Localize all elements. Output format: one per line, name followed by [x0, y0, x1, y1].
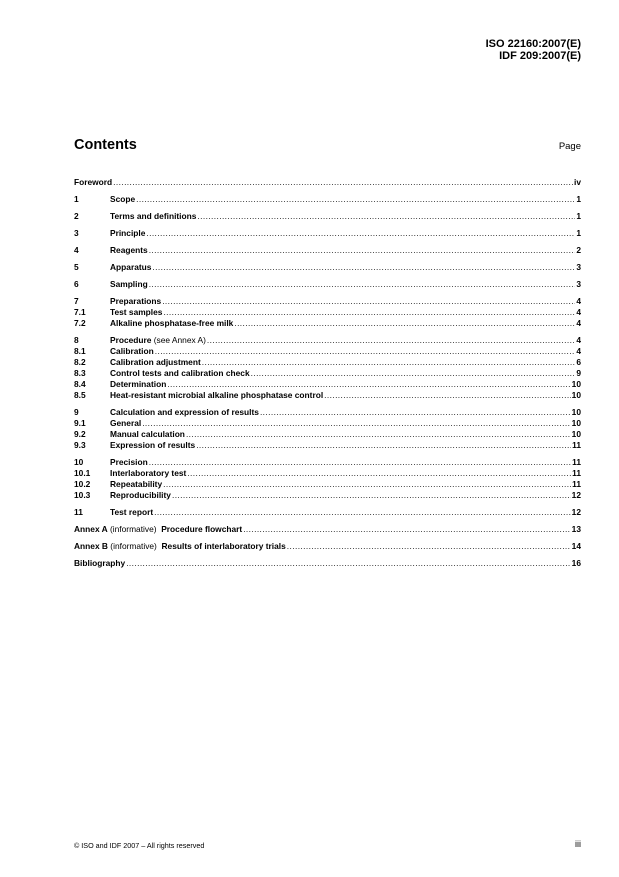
toc-entry-title-text: Manual calculation [110, 429, 185, 439]
toc-entry-page: iv [574, 177, 581, 187]
toc-entry-title [74, 524, 242, 535]
toc-entry[interactable] [74, 429, 581, 440]
toc-entry-title-text: Precision [110, 457, 148, 467]
toc-entry-number: 7.1 [74, 307, 86, 317]
toc-entry-page: 1 [576, 211, 581, 221]
toc-leader-dots [207, 335, 575, 346]
toc-leader-dots [243, 524, 570, 535]
toc-entry-title-text: Apparatus [110, 262, 152, 272]
toc-entry-page: 10 [571, 429, 581, 439]
toc-entry[interactable] [74, 346, 581, 357]
toc-leader-dots [162, 296, 575, 307]
toc-entry-number: 9.1 [74, 418, 86, 428]
toc-entry-number: 6 [74, 279, 79, 289]
toc-leader-dots [113, 177, 573, 188]
toc-entry-title-text: Annex A [74, 524, 108, 534]
page-column-label: Page [558, 141, 581, 152]
toc-entry-title-text: Reproducibility [110, 490, 171, 500]
toc-entry-page: 2 [576, 245, 581, 255]
toc-entry-title [110, 479, 162, 490]
toc-leader-dots [142, 418, 570, 429]
toc-entry-page: 11 [572, 468, 581, 478]
toc-entry[interactable] [74, 490, 581, 501]
page-number: iii [575, 839, 581, 849]
toc-entry-number: 1 [74, 194, 79, 204]
toc-entry-title-text: Repeatability [110, 479, 163, 489]
toc-entry-title-text: Reagents [110, 245, 148, 255]
toc-entry-title-text: Calibration [110, 346, 154, 356]
toc-entry-title-text: Calculation and expression of results [110, 407, 259, 417]
toc-leader-dots [260, 407, 571, 418]
toc-entry-number: 2 [74, 211, 79, 221]
copyright-notice: © ISO and IDF 2007 – All rights reserved [74, 841, 205, 850]
toc-entry[interactable] [74, 368, 581, 379]
toc-entry-title-text: Calibration adjustment [110, 357, 201, 367]
toc-leader-dots [202, 357, 576, 368]
toc-leader-dots [196, 440, 571, 451]
toc-entry-page: 4 [576, 335, 581, 345]
toc-leader-dots [155, 346, 576, 357]
toc-entry-title-text: Interlaboratory test [110, 468, 187, 478]
toc-entry[interactable] [74, 177, 581, 188]
toc-entry-title-text: Test samples [110, 307, 163, 317]
toc-entry-page: 4 [576, 307, 581, 317]
toc-entry-title-text: Alkaline phosphatase-free milk [110, 318, 234, 328]
toc-entry-title [110, 194, 135, 205]
toc-entry[interactable] [74, 390, 581, 401]
toc-entry-qualifier: (informative) [107, 541, 157, 551]
toc-entry-page: 1 [576, 228, 581, 238]
toc-entry-title [110, 390, 323, 401]
toc-leader-dots [167, 379, 570, 390]
toc-entry[interactable] [74, 307, 581, 318]
toc-entry-title [110, 335, 206, 346]
toc-entry[interactable] [74, 357, 581, 368]
toc-leader-dots [163, 307, 575, 318]
toc-entry-title [110, 245, 148, 256]
toc-entry-page: 12 [571, 490, 581, 500]
toc-entry-title [110, 490, 171, 501]
toc-entry-number: 10 [74, 457, 84, 467]
toc-entry-page: 12 [571, 507, 581, 517]
toc-entry-title [110, 211, 196, 222]
toc-entry[interactable] [74, 440, 581, 451]
toc-entry-page: 1 [576, 194, 581, 204]
toc-entry-title [110, 228, 145, 239]
toc-entry-title-text: Annex B [74, 541, 108, 551]
toc-leader-dots [324, 390, 571, 401]
toc-entry[interactable] [74, 335, 581, 346]
toc-entry[interactable] [74, 379, 581, 390]
toc-entry-title [110, 307, 162, 318]
toc-leader-dots [197, 211, 575, 222]
toc-entry-number: 10.1 [74, 468, 91, 478]
toc-entry-number: 5 [74, 262, 79, 272]
toc-leader-dots [251, 368, 576, 379]
toc-entry-title-text: Bibliography [74, 558, 126, 568]
toc-leader-dots [136, 194, 575, 205]
toc-entry-title [110, 346, 154, 357]
toc-entry[interactable] [74, 296, 581, 307]
toc-entry-title-text: Determination [110, 379, 167, 389]
toc-entry-title [110, 457, 148, 468]
toc-entry-number: 4 [74, 245, 79, 255]
toc-entry-title-text: General [110, 418, 142, 428]
toc-entry-title [110, 407, 259, 418]
toc-entry-title [110, 368, 250, 379]
toc-entry[interactable] [74, 524, 581, 535]
toc-entry[interactable] [74, 211, 581, 222]
toc-leader-dots [152, 262, 575, 273]
toc-entry-number: 8.2 [74, 357, 86, 367]
page-title: Contents [74, 137, 137, 153]
toc-entry-page: 6 [576, 357, 581, 367]
toc-entry-title [110, 429, 185, 440]
toc-entry[interactable] [74, 507, 581, 518]
toc-leader-dots [146, 228, 575, 239]
toc-entry-title [110, 418, 141, 429]
toc-entry-title-text: Test report [110, 507, 154, 517]
toc-leader-dots [126, 558, 570, 569]
toc-entry-page: 13 [571, 524, 581, 534]
toc-entry[interactable] [74, 457, 581, 468]
toc-entry-page: 9 [576, 368, 581, 378]
toc-entry-number: 7 [74, 296, 79, 306]
toc-entry-title-text: Heat-resistant microbial alkaline phosphatase control [110, 390, 324, 400]
toc-entry[interactable] [74, 279, 581, 290]
toc-entry-number: 9.2 [74, 429, 86, 439]
toc-entry-number: 10.2 [74, 479, 91, 489]
toc-entry[interactable] [74, 318, 581, 329]
toc-entry-title [110, 379, 166, 390]
toc-entry-title [110, 440, 195, 451]
toc-entry-title-text: Procedure [110, 335, 152, 345]
standard-number-iso: ISO 22160:2007(E) [485, 38, 581, 50]
toc-leader-dots [149, 457, 571, 468]
toc-entry-title [110, 468, 186, 479]
toc-entry-page: 11 [572, 479, 581, 489]
toc-entry-title-text: Sampling [110, 279, 148, 289]
toc-entry-page: 3 [576, 262, 581, 272]
toc-entry[interactable] [74, 558, 581, 569]
toc-leader-dots [154, 507, 571, 518]
toc-entry-page: 10 [571, 418, 581, 428]
toc-entry-page: 3 [576, 279, 581, 289]
toc-entry-title-text: Preparations [110, 296, 162, 306]
toc-entry-subtitle: Results of interlaboratory trials [156, 541, 286, 551]
toc-entry[interactable] [74, 262, 581, 273]
toc-entry-page: 10 [571, 390, 581, 400]
toc-entry[interactable] [74, 479, 581, 490]
toc-entry-title [110, 357, 201, 368]
toc-entry-page: 4 [576, 346, 581, 356]
toc-entry[interactable] [74, 418, 581, 429]
toc-leader-dots [172, 490, 571, 501]
toc-entry[interactable] [74, 194, 581, 205]
table-of-contents [74, 177, 581, 569]
toc-leader-dots [149, 245, 576, 256]
toc-entry-subtitle: Procedure flowchart [156, 524, 243, 534]
toc-entry-title [110, 507, 153, 518]
toc-entry-number: 9 [74, 407, 79, 417]
toc-entry-title-text: Scope [110, 194, 136, 204]
toc-entry-number: 10.3 [74, 490, 91, 500]
toc-entry-title-text: Terms and definitions [110, 211, 197, 221]
toc-entry-number: 3 [74, 228, 79, 238]
toc-entry-title-text: Principle [110, 228, 146, 238]
toc-entry[interactable] [74, 245, 581, 256]
toc-entry-page: 16 [571, 558, 581, 568]
toc-entry-number: 11 [74, 507, 83, 517]
toc-entry-number: 8.4 [74, 379, 86, 389]
toc-entry-number: 8.5 [74, 390, 86, 400]
toc-leader-dots [287, 541, 571, 552]
toc-entry-qualifier: (see Annex A) [151, 335, 206, 345]
toc-entry-page: 10 [571, 379, 581, 389]
toc-entry-qualifier: (informative) [107, 524, 157, 534]
toc-entry-page: 14 [571, 541, 581, 551]
toc-entry[interactable] [74, 228, 581, 239]
toc-entry-title [74, 541, 286, 552]
toc-entry-page: 4 [576, 296, 581, 306]
toc-entry-title [110, 279, 148, 290]
toc-entry-title-text: Foreword [74, 177, 113, 187]
toc-entry-number: 8.3 [74, 368, 86, 378]
toc-entry[interactable] [74, 468, 581, 479]
toc-entry-title [110, 262, 151, 273]
toc-leader-dots [234, 318, 575, 329]
toc-leader-dots [187, 468, 571, 479]
toc-entry-title [110, 318, 233, 329]
toc-entry-title-text: Control tests and calibration check [110, 368, 250, 378]
toc-entry-number: 8 [74, 335, 79, 345]
toc-entry-number: 7.2 [74, 318, 86, 328]
document-header [486, 38, 581, 62]
toc-leader-dots [163, 479, 571, 490]
toc-leader-dots [186, 429, 571, 440]
toc-entry-number: 9.3 [74, 440, 86, 450]
toc-entry[interactable] [74, 541, 581, 552]
toc-entry[interactable] [74, 407, 581, 418]
toc-leader-dots [149, 279, 576, 290]
toc-entry-page: 11 [572, 440, 581, 450]
toc-entry-title [110, 296, 161, 307]
toc-entry-title-text: Expression of results [110, 440, 196, 450]
standard-number-idf: IDF 209:2007(E) [499, 50, 581, 62]
toc-entry-page: 4 [576, 318, 581, 328]
toc-entry-title [74, 558, 125, 569]
toc-entry-page: 11 [572, 457, 581, 467]
toc-entry-page: 10 [571, 407, 581, 417]
toc-entry-number: 8.1 [74, 346, 86, 356]
toc-entry-title [74, 177, 112, 188]
